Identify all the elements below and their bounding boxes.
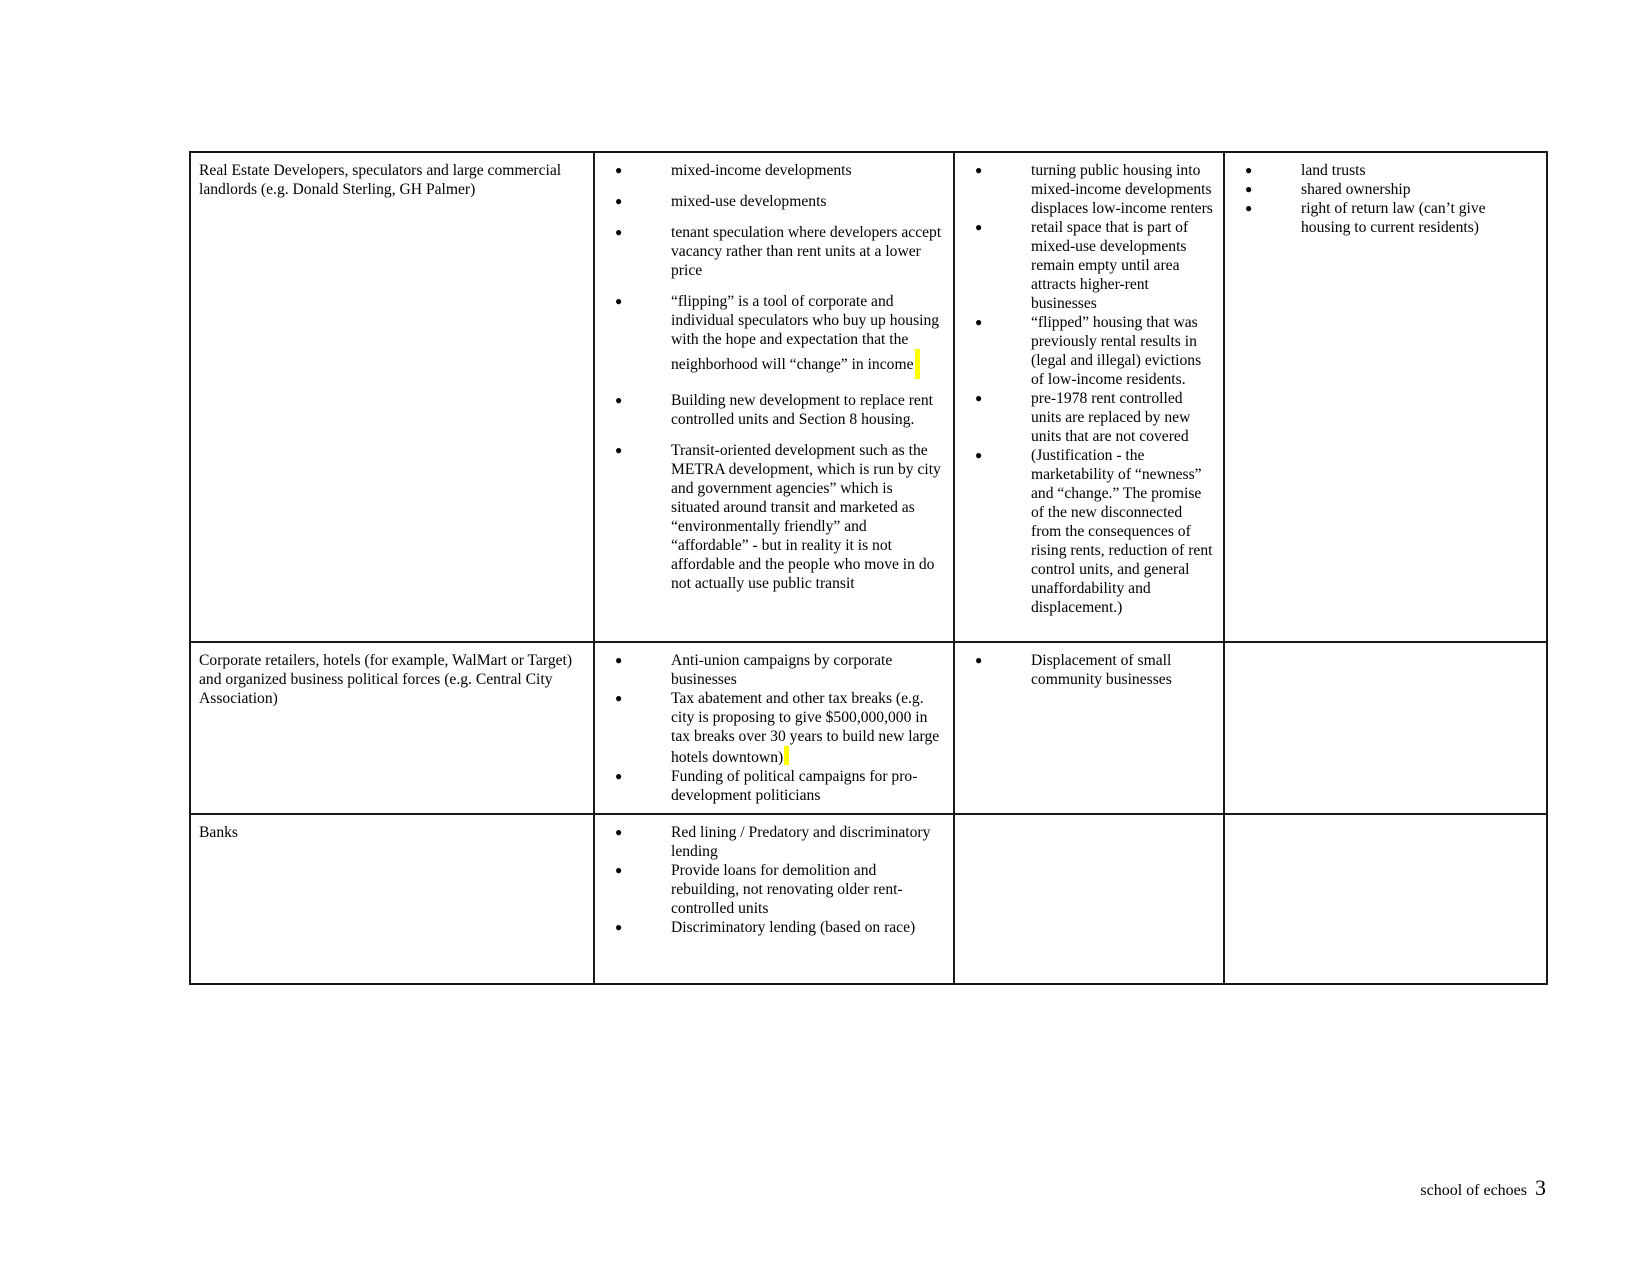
tools-list — [603, 161, 945, 593]
list-item: ● Tax abatement and other tax breaks (e.g. city is proposing to give $500,000,000 in tax breaks over 30 years to build new large hotels downtown) — [603, 689, 945, 767]
actor-cell — [190, 642, 594, 814]
footer-label: school of echoes — [1420, 1182, 1527, 1199]
list-item: ● Red lining / Predatory and discriminatory lending — [603, 823, 945, 861]
tools-cell — [594, 152, 954, 642]
page-number: 3 — [1535, 1175, 1546, 1200]
list-item: ● Transit-oriented development such as the METRA development, which is run by city and government agencies” which is situated around transit and marketed as “environmentally friendly” and “affordable” - but in reality it is not affordable and the people who move in do not actually use public transit — [603, 441, 945, 593]
impacts-cell — [954, 642, 1224, 814]
stakeholder-table — [189, 151, 1548, 985]
list-item: ● Building new development to replace rent controlled units and Section 8 housing. — [603, 391, 945, 429]
list-item: ● Funding of political campaigns for pro-development politicians — [603, 767, 945, 805]
highlight-mark — [915, 349, 920, 379]
impacts-list — [963, 161, 1215, 617]
list-item: ● Displacement of small community businesses — [963, 651, 1215, 689]
actor-text: Real Estate Developers, speculators and large commercial landlords (e.g. Donald Sterling, GH Palmer) — [199, 162, 562, 198]
alternatives-cell — [1224, 152, 1547, 642]
list-item: ● mixed-income developments — [603, 161, 945, 180]
tools-list — [603, 823, 945, 937]
list-item: ● Discriminatory lending (based on race) — [603, 918, 945, 937]
list-item: ● Provide loans for demolition and rebuilding, not renovating older rent-controlled units — [603, 861, 945, 918]
list-item: ● “flipped” housing that was previously rental results in (legal and illegal) evictions of low-income residents. — [963, 313, 1215, 389]
list-item: ● right of return law (can’t give housing to current residents) — [1233, 199, 1538, 237]
highlight-mark — [784, 746, 789, 765]
list-item: ● shared ownership — [1233, 180, 1538, 199]
table-row — [190, 642, 1547, 814]
list-item: ● “flipping” is a tool of corporate and individual speculators who buy up housing with the hope and expectation that the neighborhood will “change” in income — [603, 292, 945, 379]
list-item: ● turning public housing into mixed-income developments displaces low-income renters — [963, 161, 1215, 218]
actor-text: Banks — [199, 824, 238, 841]
alternatives-cell — [1224, 642, 1547, 814]
tools-cell — [594, 814, 954, 984]
list-item: ● tenant speculation where developers accept vacancy rather than rent units at a lower price — [603, 223, 945, 280]
alternatives-cell — [1224, 814, 1547, 984]
page-footer — [1420, 1176, 1546, 1203]
table-row — [190, 152, 1547, 642]
alternatives-list — [1233, 161, 1538, 237]
impacts-list — [963, 651, 1215, 689]
actor-cell — [190, 814, 594, 984]
impacts-cell — [954, 814, 1224, 984]
list-item: ● pre-1978 rent controlled units are replaced by new units that are not covered — [963, 389, 1215, 446]
tools-cell — [594, 642, 954, 814]
table-row — [190, 814, 1547, 984]
list-item: ● retail space that is part of mixed-use developments remain empty until area attracts higher-rent businesses — [963, 218, 1215, 313]
list-item: ● land trusts — [1233, 161, 1538, 180]
list-item: ● mixed-use developments — [603, 192, 945, 211]
actor-cell — [190, 152, 594, 642]
list-item: ● (Justification - the marketability of “newness” and “change.” The promise of the new disconnected from the consequences of rising rents, reduction of rent control units, and general unaffordability and displacement.) — [963, 446, 1215, 617]
tools-list — [603, 651, 945, 805]
actor-text: Corporate retailers, hotels (for example, WalMart or Target) and organized business political forces (e.g. Central City Association) — [199, 652, 573, 707]
impacts-cell — [954, 152, 1224, 642]
list-item: ● Anti-union campaigns by corporate businesses — [603, 651, 945, 689]
